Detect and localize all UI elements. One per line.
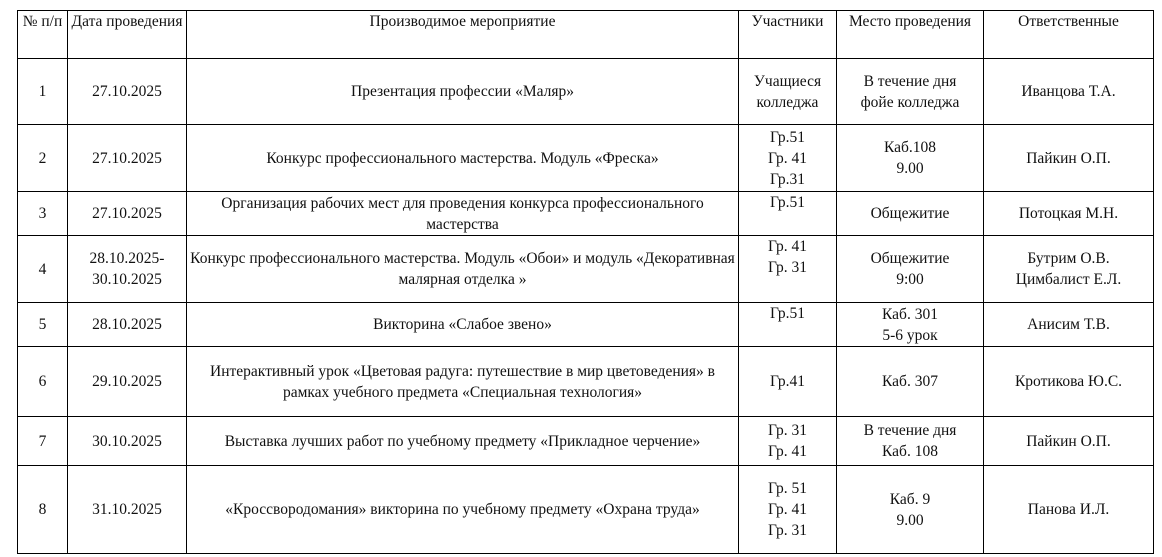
row-place-line: 9.00 <box>896 160 924 177</box>
row-num: 1 <box>18 59 68 125</box>
row-date: 28.10.2025-30.10.2025 <box>68 236 187 303</box>
row-participants <box>739 417 837 466</box>
row-place-line: Каб. 301 <box>882 305 938 323</box>
row-participants-line: Гр. 31 <box>768 259 807 276</box>
row-num: 8 <box>18 466 68 554</box>
row-place-line: фойе колледжа <box>860 93 960 111</box>
row-place <box>837 347 984 417</box>
row-num: 7 <box>18 417 68 466</box>
header-event: Производимое мероприятие <box>187 11 739 59</box>
row-participants <box>739 347 837 417</box>
row-participants-line: Гр. 51 <box>768 480 807 497</box>
row-participants <box>739 125 837 192</box>
row-num: 4 <box>18 236 68 303</box>
table-row <box>18 417 1154 466</box>
row-num: 2 <box>18 125 68 192</box>
row-date: 27.10.2025 <box>68 59 187 125</box>
row-date: 27.10.2025 <box>68 125 187 192</box>
row-event: Интерактивный урок «Цветовая радуга: путешествие в мир цветоведения» в рамках учебного предмета «Специальная технология» <box>187 347 739 417</box>
row-date: 31.10.2025 <box>68 466 187 554</box>
row-responsible-line: Цимбалист Е.Л. <box>1015 271 1122 288</box>
row-num: 6 <box>18 347 68 417</box>
row-participants-line: Гр. 31 <box>768 422 807 439</box>
row-num: 5 <box>18 303 68 347</box>
row-participants <box>739 192 837 236</box>
row-place-line: Общежитие <box>870 250 950 267</box>
schedule-table-wrapper <box>17 10 1154 554</box>
row-place-line: В течение дня <box>863 72 957 90</box>
row-place-line: Общежитие <box>870 205 950 222</box>
row-responsible <box>984 347 1154 417</box>
row-place <box>837 303 984 347</box>
row-place <box>837 236 984 303</box>
row-place-line: 5-6 урок <box>882 326 938 344</box>
row-participants <box>739 236 837 303</box>
row-responsible <box>984 466 1154 554</box>
header-responsible: Ответственные <box>984 11 1154 59</box>
header-place: Место проведения <box>837 11 984 59</box>
row-responsible <box>984 236 1154 303</box>
row-place <box>837 192 984 236</box>
row-responsible <box>984 125 1154 192</box>
row-participants <box>739 59 837 125</box>
row-responsible-line: Бутрим О.В. <box>1027 250 1110 267</box>
row-participants-line: Гр.51 <box>769 194 806 211</box>
row-participants-line: Гр.51 <box>769 305 806 322</box>
schedule-body <box>18 59 1154 554</box>
row-place <box>837 417 984 466</box>
row-place-line: Каб. 108 <box>882 443 938 460</box>
table-row <box>18 125 1154 192</box>
row-event: Викторина «Слабое звено» <box>187 303 739 347</box>
row-participants-line: Гр. 31 <box>768 522 807 539</box>
table-row <box>18 303 1154 347</box>
schedule-table <box>17 10 1154 554</box>
row-event: Конкурс профессионального мастерства. Модуль «Фреска» <box>187 125 739 192</box>
row-place-line: Каб.108 <box>883 139 937 156</box>
row-responsible-line: Пайкин О.П. <box>1026 149 1111 167</box>
row-participants-line: Гр.51 <box>769 128 806 146</box>
row-place-line: Каб. 9 <box>889 490 931 508</box>
row-date: 27.10.2025 <box>68 192 187 236</box>
row-place-line: 9:00 <box>896 271 924 288</box>
header-participants: Участники <box>739 11 837 59</box>
header-num: № п/п <box>18 11 68 59</box>
row-participants-line: Учащиеся <box>753 72 822 90</box>
row-responsible-line: Кротикова Ю.С. <box>1014 373 1123 390</box>
row-responsible <box>984 303 1154 347</box>
row-participants-line: Гр. 41 <box>768 149 807 167</box>
row-responsible-line: Потоцкая М.Н. <box>1018 205 1119 222</box>
row-responsible <box>984 417 1154 466</box>
row-responsible <box>984 192 1154 236</box>
row-participants <box>739 303 837 347</box>
row-responsible <box>984 59 1154 125</box>
row-place <box>837 466 984 554</box>
row-participants-line: колледжа <box>756 93 819 111</box>
table-row <box>18 192 1154 236</box>
table-row <box>18 466 1154 554</box>
row-responsible-line: Анисим Т.В. <box>1027 316 1110 333</box>
row-date: 28.10.2025 <box>68 303 187 347</box>
row-responsible-line: Панова И.Л. <box>1027 501 1110 518</box>
row-participants-line: Гр. 41 <box>768 443 807 460</box>
row-place-line: 9.00 <box>896 511 924 529</box>
row-participants-line: Гр. 41 <box>768 501 807 518</box>
row-participants <box>739 466 837 554</box>
row-place <box>837 125 984 192</box>
row-responsible-line: Иванцова Т.А. <box>1021 83 1116 100</box>
row-responsible-line: Пайкин О.П. <box>1026 432 1111 450</box>
row-participants-line: Гр. 41 <box>768 238 807 255</box>
row-place-line: Каб. 307 <box>882 373 938 390</box>
row-event: Конкурс профессионального мастерства. Модуль «Обои» и модуль «Декоративная малярная отделка » <box>187 236 739 303</box>
table-row <box>18 236 1154 303</box>
header-date: Дата проведения <box>68 11 187 59</box>
row-participants-line: Гр.41 <box>769 373 806 390</box>
table-row <box>18 59 1154 125</box>
row-place <box>837 59 984 125</box>
row-date: 29.10.2025 <box>68 347 187 417</box>
row-event: «Кроссвородомания» викторина по учебному предмету «Охрана труда» <box>187 466 739 554</box>
row-event: Выставка лучших работ по учебному предмету «Прикладное черчение» <box>187 417 739 466</box>
row-event: Презентация профессии «Маляр» <box>187 59 739 125</box>
row-event: Организация рабочих мест для проведения конкурса профессионального мастерства <box>187 192 739 236</box>
row-date: 30.10.2025 <box>68 417 187 466</box>
header-row <box>18 11 1154 59</box>
row-participants-line: Гр.31 <box>769 170 806 188</box>
row-num: 3 <box>18 192 68 236</box>
table-row <box>18 347 1154 417</box>
row-place-line: В течение дня <box>863 422 957 439</box>
